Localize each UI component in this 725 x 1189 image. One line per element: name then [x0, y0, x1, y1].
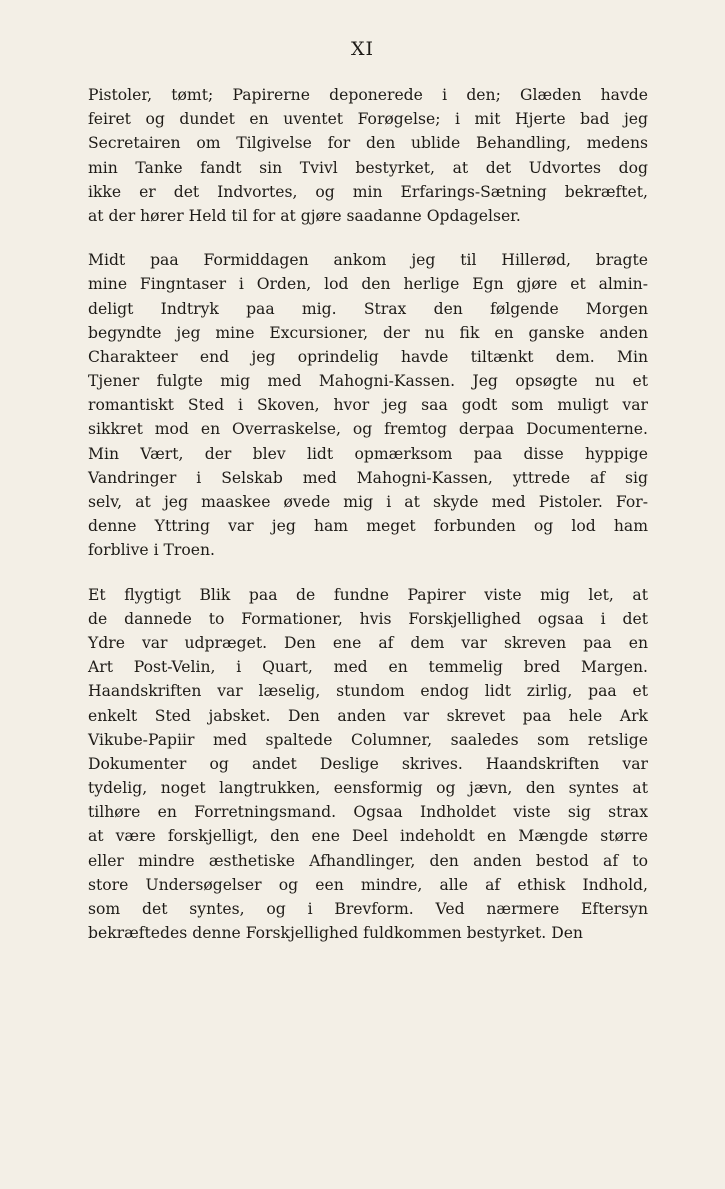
- text-line: de dannede to Formationer, hvis Forskjellighed ogsaa i det: [88, 609, 648, 628]
- text-line: Charakteer end jeg oprindelig havde tiltænkt dem. Min: [88, 347, 648, 366]
- text-line: at være forskjelligt, den ene Deel indeholdt en Mængde større: [88, 827, 648, 846]
- text-line: at der hører Held til for at gjøre saadanne Opdagelser.: [88, 206, 521, 225]
- text-line: tydelig, noget langtrukken, eensformig og jævn, den syntes at: [88, 779, 648, 798]
- text-line: Et flygtigt Blik paa de fundne Papirer viste mig let, at: [88, 585, 648, 604]
- text-line: Min Vært, der blev lidt opmærksom paa disse hyppige: [88, 444, 648, 463]
- paragraph: [88, 248, 648, 562]
- page-number: XI: [350, 38, 375, 60]
- text-line: feiret og dundet en uventet Forøgelse; i mit Hjerte bad jeg: [88, 110, 648, 129]
- text-line: begyndte jeg mine Excursioner, der nu fik en ganske anden: [88, 323, 648, 342]
- text-line: Dokumenter og andet Deslige skrives. Haandskriften var: [88, 754, 648, 773]
- text-line: denne Yttring var jeg ham meget forbunden og lod ham: [88, 517, 648, 536]
- text-line: Ydre var udpræget. Den ene af dem var skreven paa en: [88, 633, 648, 652]
- text-line: min Tanke fandt sin Tvivl bestyrket, at det Udvortes dog: [88, 158, 648, 177]
- text-line: ikke er det Indvortes, og min Erfarings-Sætning bekræftet,: [88, 182, 648, 201]
- text-line: store Undersøgelser og een mindre, alle af ethisk Indhold,: [88, 875, 648, 894]
- text-line: Vandringer i Selskab med Mahogni-Kassen, yttrede af sig: [88, 468, 648, 487]
- text-line: Tjener fulgte mig med Mahogni-Kassen. Jeg opsøgte nu et: [88, 372, 648, 391]
- paragraph: [88, 583, 648, 946]
- text-line: deligt Indtryk paa mig. Strax den følgende Morgen: [88, 299, 648, 318]
- text-line: Midt paa Formiddagen ankom jeg til Hillerød, bragte: [88, 251, 648, 270]
- text-line: Haandskriften var læselig, stundom endog lidt zirlig, paa et: [88, 682, 648, 701]
- text-line: som det syntes, og i Brevform. Ved nærmere Eftersyn: [88, 900, 648, 918]
- text-line: romantiskt Sted i Skoven, hvor jeg saa godt som muligt var: [88, 396, 648, 415]
- text-line: enkelt Sted jabsket. Den anden var skrevet paa hele Ark: [88, 706, 648, 725]
- text-line: forblive i Troen.: [88, 541, 215, 560]
- text-line: mine Fingntaser i Orden, lod den herlige Egn gjøre et almin-: [88, 275, 648, 294]
- text-line: Art Post-Velin, i Quart, med en temmelig bred Margen.: [88, 658, 648, 677]
- text-line: Secretairen om Tilgivelse for den ublide Behandling, medens: [88, 134, 648, 153]
- text-line: eller mindre æsthetiske Afhandlinger, den anden bestod af to: [88, 851, 648, 870]
- text-line: Pistoler, tømt; Papirerne deponerede i den; Glæden havde: [88, 86, 648, 104]
- text-line: sikkret mod en Overraskelse, og fremtog derpaa Documenterne.: [88, 420, 648, 439]
- page-body: [88, 83, 648, 965]
- text-line: bekræftedes denne Forskjellighed fuldkommen bestyrket. Den: [88, 924, 583, 943]
- paragraph: [88, 83, 648, 228]
- text-line: selv, at jeg maaskee øvede mig i at skyde med Pistoler. For-: [88, 493, 648, 511]
- text-line: Vikube-Papiir med spaltede Columner, saaledes som retslige: [88, 730, 648, 749]
- text-line: tilhøre en Forretningsmand. Ogsaa Indholdet viste sig strax: [88, 803, 648, 822]
